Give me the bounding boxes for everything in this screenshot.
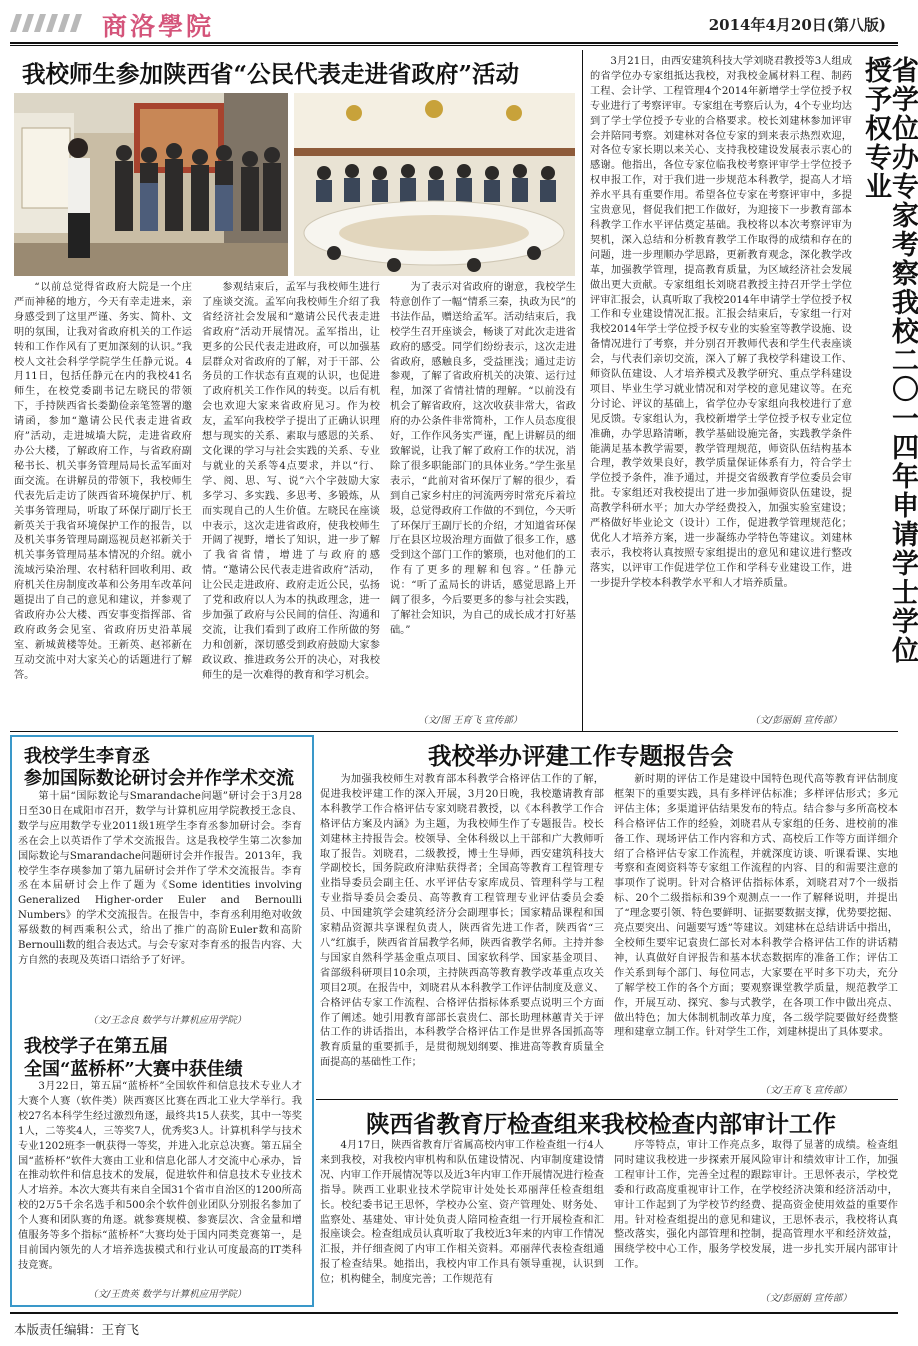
article5-credit: （文/王育飞 宣传部）: [760, 1085, 852, 1096]
article1-photo-meeting: [294, 93, 575, 276]
article4-body: 3月22日，第五届“蓝桥杯”全国软件和信息技术专业人才大赛个人赛（软件类）陕西赛区比赛在西北工业大学举行。我校27名本科学生经过激烈角逐，最终共15人获奖，其中一等奖1人，二等奖4人，三等奖7人，优秀奖3人。计算机科学与技术专业1202班李一帆获得一等奖，并进入北京总决赛。第五届全国“蓝桥杯”软件大赛由工业和信息化部人才交流中心承办，旨在推动软件和信息技术的发展，促进软件和信息技术专业技术人才培养。本次大赛共有来自全国31个省市自治区的1200所高校的2万5千余名选手和500余个软件创业团队分别报名参加了个人赛和团队赛的角逐。就参赛规模、参赛层次、含金量和增值服务等多个指标“蓝桥杯”大赛均处于国内同类竞赛第一，是目前国内领先的人才培养选拔模式和行业认可度最高的IT类科技竞赛。: [18, 1081, 302, 1271]
footer-editor: 本版责任编辑：王育飞: [14, 1322, 140, 1337]
article1-credit: （文/图 王育飞 宣传部）: [418, 715, 523, 726]
article2-body: 3月21日，由西安建筑科技大学刘晓君教授等3人组成的省学位办专家组抵达我校，对我校金属材料工程、制药工程、会计学、工程管理4个2014年新增学士学位授予权专业进行了考察评审。专家组在考察后认为，4个专业均达到了学士学位授予专业的合格要求。校长刘建林参加评审会并陪同考察。刘建林对各位专家的到来表示热烈欢迎，对各位专家长期以来关心、支持我校建设发展表示衷心的感谢。他指出，各位专家位临我校考察评审学士学位授予权申报工作，对于我们进一步规范本科教学，提高人才培养水平具有重要作用。希望各位专家在考察评审中，多提宝贵意见，督促我们把工作做好，为迎接下一步教育部本科教学工作水平评估奠定基础。我校将以本次考察评审为契机，深入总结和分析教育教学工作取得的成绩和存在的问题，进一步理顺办学思路，更新教育观念，深化教学改革，加强教学管理，提高教育质量，为区域经济社会发展做出更大贡献。专家组组长刘晓君教授主持召开学士学位评审汇报会，认真听取了我校2014年申请学士学位授予权工作和专业建设情况汇报。汇报会结束后，专家组一行对我校2014年学士学位授予权专业的实验室等教学设施、设备情况进行了考察，并分别召开教师代表和学生代表座谈会，与代表们亲切交流，深入了解了我校学科建设工作、师资队伍建设、人才培养模式及教学研究、重点学科建设项目、毕业生学习就业情况和对学校的意见建议等。在充分讨论、评议的基础上，省学位办专家组向我校进行了意见反馈。专家组认为，我校新增学士学位授予权专业定位准确，办学思路清晰，教学基础设施完备，实践教学条件能满足基本教学需要，教学管理规范，师资队伍结构基本合理，教学效果良好，教学质量保证体系有力，符合学士学位授予条件，准予通过，并提交省级教育学位委员会审批。专家组还对我校提出了进一步加强师资队伍建设，提高教学科研水平；加大办学经费投入，加强实验室建设；严格做好毕业论文（设计）工作，促进教学管理规范化；优化人才培养方案，进一步凝练办学特色等建议。刘建林表示，我校将认真按照专家组提出的意见和建议进行整改落实，以评审工作促进学位工作和学科专业建设工作，进一步提升学校本科教学水平和人才培养质量。: [590, 56, 852, 589]
section-divider: [10, 731, 898, 732]
article4-headline-line1: 我校学子在第五届: [24, 1036, 168, 1057]
masthead-rule-thin: [10, 45, 898, 46]
article3-credit: （文/王念良 数学与计算机应用学院）: [88, 1015, 247, 1026]
article1-headline: 我校师生参加陕西省“公民代表走进省政府”活动: [22, 60, 520, 88]
footer-rule: [10, 1312, 898, 1314]
edition-number: (第八版): [826, 16, 886, 34]
article1-column-2: 参观结束后，孟军与我校师生进行了座谈交流。孟军向我校师生介绍了我省经济社会发展和“邀请公民代表走进省政府”活动开展情况。孟军指出，让更多的公民代表走进政府，可以加强基层群众对省政府的了解，对于干部、公务员的工作状态有直观的认识，也促进了政府机关工作作风的转变。以后有机会也欢迎大家来省政府见习。作为校友，孟军向我校学子提出了正确认识理想与现实的关系、素取与感恩的关系、文化课的学习与社会实践的关系、专业与就业的关系等4点要求，并以“行、学、阅、思、写、说”六个字鼓励大家多学习、多实践、多思考、多锻炼，从而实现自己的人生价值。左晓民在座谈中表示，这次走进省政府，使我校师生开阔了视野，增长了知识，进一步了解了我省省情，增进了与政府的感情。“邀请公民代表走进省政府”活动，让公民走进政府、政府走近公民，弘扬了党和政府以人为本的执政理念，进一步加强了政府与公民间的信任、沟通和交流，让我们看到了政府工作所做的努力和创新，深切感受到政府鼓励大家参政议政、推进政务公开的决心，对我校师生的是一次难得的教育和学习机会。: [202, 282, 380, 681]
article6-column-1: 4月17日，陕西省教育厅省属高校内审工作检查组一行4人来到我校，对我校内审机构和队伍建设情况、内审制度建设情况、内审工作开展情况等以及近3年内审工作开展情况进行检查指导。陕西工业职业技术学院审计处处长邓丽萍任检查组组长。校纪委书记王思怀，学校办公室、资产管理处、财务处、监察处、基建处、审计处负责人陪同检查组一行开展检查和汇报座谈会。检查组成员认真听取了我校近3年来的内审工作情况汇报，并仔细查阅了内审工作相关资料。邓丽萍代表检查组通报了检查结果。她指出，我校内审工作具有领导重视，认识到位；机构健全，制度完善；工作规范有: [320, 1140, 604, 1286]
article4-headline-line2: 全国“蓝桥杯”大赛中获佳绩: [24, 1059, 243, 1080]
article5-column-2: 新时期的评估工作是建设中国特色现代高等教育评估制度框架下的重要实践，具有多样评估标准；多样评估形式；多元评估主体；多渠道评估结果发布的特点。结合参与多所高校本科合格评估工作的经验，刘晓君从专家组的任务、进校前的准备工作、现场评估工作内容和方式、高校后工作等方面详细介绍了合格评估专家工作流程，并就深度访谈、听课看课、实地考察和查阅资料等专家组工作流程的内容、目的和需要注意的事项作了说明。针对合格评估指标体系，刘晓君对7个一级指标、20个二级指标和39个观测点一一作了解释说明，并提出了“理念要引领、特色要鲜明、证据要数据支撑，优势要挖掘、亮点要突出、问题要写透”等建议。刘建林在总结讲话中指出，全校师生要牢记袁贵仁部长对本科教学合格评估工作的讲话精神，认真做好自评报告和基本状态数据库的准备工作；评估工作关系到每个部门、每位同志，大家要在平时多下功夫，充分了解学校工作的各个方面；要观察课堂教学质量，规范教学工作，开展互动、探究、参与式教学，在各项工作中做出亮点、做出特色；加大体制机制改革力度，各二级学院要做好经费整理和建章立制工作。针对学生工作，刘建林提出了具体要求。: [614, 774, 898, 1039]
article6-column-2: 序等特点，审计工作亮点多，取得了显著的成绩。检查组同时建议我校进一步探索开展风险审计和绩效审计工作，加强工程审计工作，完善全过程的跟踪审计。王思怀表示，学校党委和行政高度重视审计工作，在学校经济决策和经济活动中，审计工作起到了为学校节约经费、提高资金使用效益的重要作用。针对检查组提出的意见和建议，王思怀表示，我校将认真整改落实，强化内部管理和控制，提高管理水平和经济效益，围绕学校中心工作，服务学校发展，进一步扎实开展内部审计工作。: [614, 1140, 898, 1271]
article2-credit: （文/彭丽娟 宣传部）: [750, 715, 842, 726]
article3-headline-line2: 参加国际数论研讨会并作学术交流: [24, 768, 294, 789]
issue-date: 2014年4月20日: [708, 16, 827, 34]
issue-date-line: [709, 14, 886, 35]
article6-headline: 陕西省教育厅检查组来我校检查内部审计工作: [366, 1110, 836, 1138]
article6-credit: （文/彭丽娟 宣传部）: [760, 1293, 852, 1304]
masthead-ornament: [10, 14, 90, 32]
masthead-rule: [10, 42, 898, 44]
article3-headline-line1: 我校学生李育丞: [24, 746, 150, 767]
article1-column-1: “以前总觉得省政府大院是一个庄严而神秘的地方，今天有幸走进来，亲身感受到了这里严谨、务实、简朴、文明的氛围，让我对省政府机关的工作运转和工作作风有了更加深刻的认识。”我校人文社会科学学院学生任静元说。4月11日，包括任静元在内的我校41名师生，在校党委副书记左晓民的带领下，手持陕西省长娄勤俭亲笔签署的邀请函，参加“邀请公民代表走进省政府”活动，走进城墙大院，走进省政府办公大楼，了解政府工作，与省政府副秘书长、机关事务管理局局长孟军面对面交流。在讲解员的带领下，我校师生代表先后走访了陕西省环境保护厅、机关事务管理局，听取了环保厅副厅长王新英关于我省环境保护工作的报告，以及机关事务管理局副巡视员赵祁新关于机关事务管理局基本情况的介绍。就小流域污染治理、农村秸秆回收利用、政府机关住房制度改革和公务用车改革问题提出了自己的意见和建议，并参观了省政府办公大楼、西安事变指挥部、省政府政务会见室、省政府历史沿革展室、新城黄楼等处。王新英、赵祁新在互动交流中对大家关心的话题进行了解答。: [14, 282, 192, 681]
article5-column-1: 为加强我校师生对教育部本科教学合格评估工作的了解，促进我校评建工作的深入开展，3月20日晚，我校邀请教育部本科教学工作合格评估专家刘晓君教授，以《本科教学工作合格评估方案及内涵》为主题，为我校师生作了专题报告。校长刘建林主持报告会。校领导、全体科级以上干部和广大教师听取了报告。刘晓君，二级教授，博士生导师，西安建筑科技大学副校长，国务院政府津贴获得者；全国高等教育工程管理专业指导委员会副主任、水平评估专家库成员、管理科学与工程专业指导委员会委员、高等教育工程管理专业评估委员会委员、中国建筑学会建筑经济分会副理事长；国家精品课程和国家精品资源共享课程负责人，陕西省先进工作者，陕西省“三八”红旗手，陕西省首届教学名师，陕西省教学名师。主持并参与国家自然科学基金重点项目、国家软科学、国家基金项目、省部级科研项目10余项，主持陕西高等教育教学改革重点攻关项目2项。在报告中，刘晓君从本科教学工作评估制度及意义、合格评估专家工作流程、合格评估指标体系要点说明三个方面作了阐述。她引用教育部部长袁贵仁、部长助理林蕙青关于评估工作的讲话指出，本科教学合格评估工作是世界各国抓高等教育质量的重要抓手，是贯彻规划纲要、推进高等教育质量全面提高的基础性工作；: [320, 774, 604, 1069]
article1-photo-corridor: [14, 93, 288, 276]
article3-body: 第十届“国际数论与Smarandache问题”研讨会于3月28日至30日在咸阳市召开，数学与计算机应用学院教授王念良、数学与应用数学专业2011级1班学生李育丞参加研讨会。李育丞在会上以英语作了学术交流报告。这是我校学生第二次参加国际数论与Smarandache问题研讨会并作报告。2013年，我校学生李存瑛参加了第九届研讨会并作了学术交流报告。李育丞在本届研讨会上作了题为《Some identities involving Generalized Higher-order Euler and Bernoulli Numbers》的学术交流报告。在报告中，李育丞利用绝对收敛幂级数的柯西乘积公式，给出了推广的高阶Euler数和高阶Bernoulli数的组合表达式。与会专家对李育丞的报告内容、大方自然的表现及英语口语给予了好评。: [18, 791, 302, 966]
column-divider: [582, 50, 583, 732]
article2-vertical-headline: 省学位办专家考察我校二〇一四年申请学士学位授予权专业: [860, 56, 918, 665]
article1-column-3: 为了表示对省政府的谢意，我校学生特意创作了一幅“情系三秦，执政为民”的书法作品，赠送给孟军。活动结束后，我校学生召开座谈会，畅谈了对此次走进省政府的感受。同学们纷纷表示，这次走进省政府，感触良多，受益匪浅；通过走访参观，了解了省政府机关的决策、运行过程，加深了省情社情的理解。“以前没有机会了解省政府，这次收获非常大，省政府的办公条件非常简朴，工作人员态度很好，工作作风务实严谨，配上讲解员的细致解说，让我了解了政府工作的状况，消除了很多职能部门的具体业务。”学生张星表示，“此前对省环保厅了解的很少，看到自己家乡村庄的河流两旁时常充斥着垃圾，总觉得政府工作做的不到位，今天听了环保厅王副厅长的介绍，才知道省环保厅在县区垃圾治理方面做了很多工作，感受到这个部门工作的繁琐，也对他们的工作有了更多的理解和包容。”任静元说：“听了孟局长的讲话，感觉思路上开阔了很多，今后要更多的参与社会实践，了解社会知识，为自己的成长成才打好基础。”: [390, 282, 576, 636]
masthead: [10, 0, 898, 44]
section-divider-2: [316, 1099, 898, 1100]
article5-headline: 我校举办评建工作专题报告会: [428, 742, 734, 770]
newspaper-logo: 商洛學院: [102, 12, 215, 41]
article4-credit: （文/王贵英 数学与计算机应用学院）: [88, 1289, 247, 1300]
